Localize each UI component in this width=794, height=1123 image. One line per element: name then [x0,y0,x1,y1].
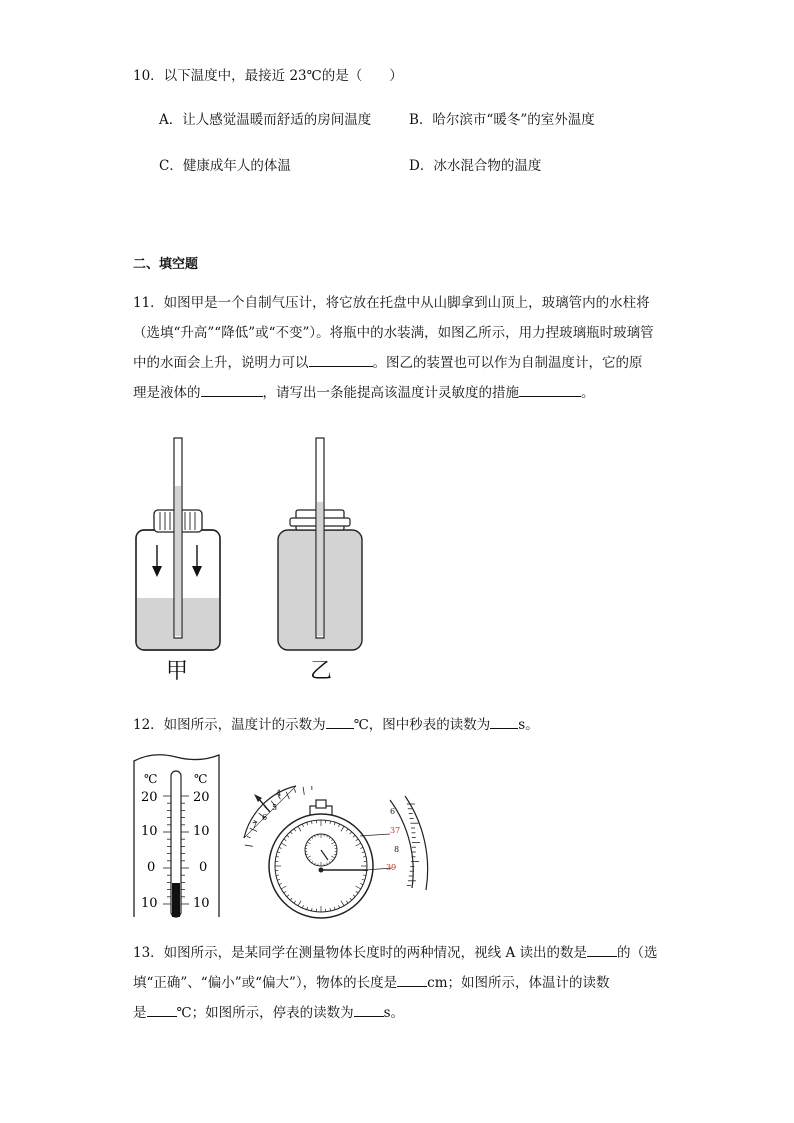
q12-blank-1[interactable] [326,714,354,729]
q13-line2a: 填“正确”、“偏小”或“偏大”），物体的长度是 [133,975,398,991]
label-yi: 乙 [310,659,333,684]
q11-line4b: ，请写出一条能提高该温度计灵敏度的措施 [262,385,519,401]
inset-left-4: 4 [276,789,282,798]
tick-mark [294,789,295,793]
q10-option-c[interactable]: C．健康成年人的体温 [159,158,291,174]
inset-right-6: 6 [390,807,396,816]
q13-line2b: cm；如图所示，体温计的读数 [427,975,610,991]
q11-line1: 11．如图甲是一个自制气压计，将它放在托盘中从山脚拿到山顶上，玻璃管内的水柱将 [133,295,650,311]
q13-line3a: 是 [133,1005,147,1021]
q12-text [133,714,539,735]
q11-line3a: 中的水面会上升，说明力可以 [133,355,309,371]
q13-line3c: s。 [383,1005,405,1021]
q13-text [133,938,673,1028]
tick-mark [303,787,304,795]
q11-blank-2[interactable] [201,382,263,397]
stopwatch-figure [240,778,430,924]
inset-left-6: 6 [262,813,268,822]
q12-part3: s。 [518,717,539,733]
q12-part2: ℃，图中秒表的读数为 [353,717,491,733]
label-jia: 甲 [166,659,189,684]
thermo-label-right-20: 20 [193,790,210,805]
q12-part1: 12．如图所示，温度计的示数为 [133,717,326,733]
inset-left-5: 5 [272,803,278,812]
inset-right-39: 39 [386,863,397,872]
tick-mark [247,836,251,837]
thermo-label-right-neg10: 10 [193,896,210,911]
inset-left-7: 7 [252,821,258,830]
inset-right-8: 8 [394,845,400,854]
q13-line1a: 13．如图所示，是某同学在测量物体长度时的两种情况，视线 A 读出的数是 [133,945,588,961]
bottle-jia [136,438,220,650]
q11-line4a: 理是液体的 [133,385,201,401]
q10-option-a[interactable]: A．让人感觉温暖而舒适的房间温度 [159,112,372,128]
q11-line3b: 。图乙的装置也可以作为自制温度计，它的原 [372,355,643,371]
q13-blank-3[interactable] [147,1002,177,1017]
section-title: 二、填空题 [133,257,199,272]
thermo-label-right-10: 10 [193,824,210,839]
thermo-unit-left: ℃ [144,772,158,786]
q13-blank-4[interactable] [354,1002,384,1017]
q13-blank-1[interactable] [587,942,617,957]
thermometer-figure [131,749,223,919]
tick-mark [245,845,253,846]
q11-text [133,288,663,408]
q10-option-b[interactable]: B．哈尔滨市“暖冬”的室外温度 [409,112,595,128]
q13-blank-2[interactable] [397,972,427,987]
bottle-yi [278,438,362,650]
q13-line3b: ℃；如图所示，停表的读数为 [176,1005,354,1021]
q11-line4c: 。 [581,385,595,401]
bottle-figure [130,432,370,690]
thermo-unit-right: ℃ [194,772,208,786]
q11-blank-3[interactable] [519,382,581,397]
thermo-label-left-10: 10 [141,824,158,839]
q11-blank-1[interactable] [309,352,373,367]
q10-option-d[interactable]: D．冰水混合物的温度 [409,158,542,174]
q13-line1b: 的（选 [617,945,658,961]
thermo-label-left-0: 0 [147,860,156,875]
thermo-label-left-20: 20 [141,790,158,805]
q11-line2: （选填“升高”“降低”或“不变”）。将瓶中的水装满，如图乙所示，用力捏玻璃瓶时玻璃管 [133,325,654,341]
thermo-label-left-neg10: 10 [141,896,158,911]
q10-stem: 10．以下温度中，最接近 23℃的是（ ） [133,68,403,84]
thermo-label-right-0: 0 [199,860,208,875]
q12-blank-2[interactable] [490,714,518,729]
inset-right-37: 37 [390,826,401,835]
